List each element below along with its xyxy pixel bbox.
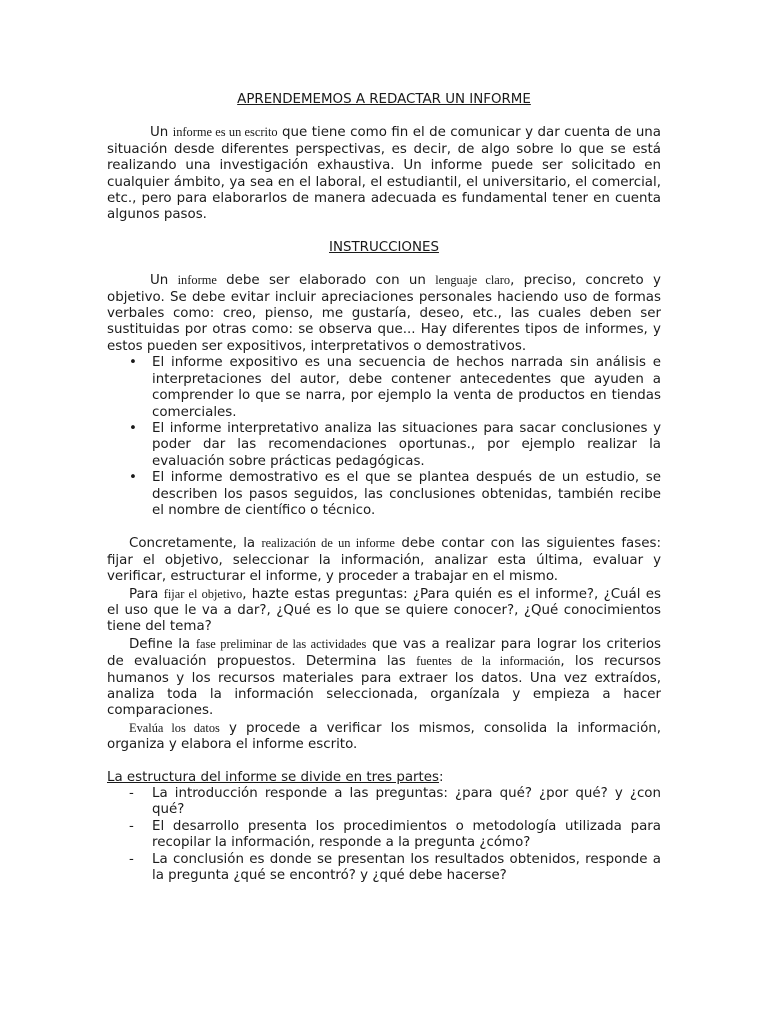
evaluate-paragraph <box>107 720 661 754</box>
objective-text-2: , hazte estas preguntas: ¿Para quién es el informe?, ¿Cuál es el uso que le va a dar?, ¿Qué es lo que se quiere conocer?, ¿Qué conocimientos tiene del tema? <box>107 586 661 635</box>
list-item <box>107 470 661 519</box>
list-item <box>107 421 661 470</box>
list-item <box>107 355 661 421</box>
phases-paragraph <box>107 535 661 585</box>
structure-parts-list <box>107 786 661 884</box>
bullet-icon: • <box>129 355 137 371</box>
evaluate-text: y procede a verificar los mismos, consolida la información, organiza y elabora el informe escrito. <box>107 720 661 753</box>
define-term-2: fuentes de la información <box>416 654 561 669</box>
instr-text-1: Un <box>150 273 169 289</box>
instr-text-3: , preciso, concreto y objetivo. Se debe evitar incluir apreciaciones personales haciendo uso de formas verbales como: creo, pienso, me gustaría, deseo, etc., las cuales deben ser sustituidas por otras como: se observa que... Hay diferentes tipos de informes, y estos pueden ser expositivos, interpretativos o demostrativos. <box>107 273 661 354</box>
intro-paragraph <box>107 124 661 223</box>
phases-text-2: debe contar con las siguientes fases: fijar el objetivo, seleccionar la información, analizar esta última, evaluar y verificar, estructurar el informe, y proceder a trabajar en el mismo. <box>107 536 661 585</box>
document-page <box>107 92 661 884</box>
objective-text-1: Para <box>129 586 159 602</box>
document-title: APRENDEMEMOS A REDACTAR UN INFORME <box>237 92 531 107</box>
instr-term-2: lenguaje claro <box>435 273 511 288</box>
instr-text-2: debe ser elaborado con un <box>226 273 426 289</box>
intro-text-2: que tiene como fin el de comunicar y dar cuenta de una situación desde diferentes perspectivas, es decir, de algo sobre lo que se está realizando una investigación exhaustiva. Un informe puede ser solicitado en cualquier ámbito, ya sea en el laboral, el estudiantil, el universitario, el comercial, etc., pero para elaborarlos de manera adecuada es fundamental tener en cuenta algunos pasos. <box>107 125 661 223</box>
structure-heading-colon: : <box>439 769 444 785</box>
list-item-text: El informe demostrativo es el que se plantea después de un estudio, se describen los pasos seguidos, las conclusiones obtenidas, también recibe el nombre de científico o técnico. <box>152 470 661 518</box>
phases-text-1: Concretamente, la <box>129 536 256 552</box>
intro-text-1: Un <box>150 125 169 141</box>
define-text-3: , los recursos humanos y los recursos materiales para extraer los datos. Una vez extraídos, analiza toda la información seleccionada, organízala y empieza a hacer comparaciones. <box>107 654 661 719</box>
list-item-text: El desarrollo presenta los procedimientos o metodología utilizada para recopilar la información, responde a la pregunta ¿cómo? <box>152 818 661 851</box>
dash-icon: - <box>129 851 134 867</box>
instructions-paragraph <box>107 272 661 355</box>
list-item-text: La conclusión es donde se presentan los resultados obtenidos, responde a la pregunta ¿qué se encontró? y ¿qué debe hacerse? <box>152 851 661 884</box>
instructions-heading: INSTRUCCIONES <box>329 239 439 255</box>
structure-heading <box>107 770 661 786</box>
define-paragraph <box>107 636 661 720</box>
structure-heading-text: La estructura del informe se divide en tres partes <box>107 769 440 785</box>
define-text-1: Define la <box>129 636 191 652</box>
define-term-1: fase preliminar de las actividades <box>195 636 367 651</box>
bullet-icon: • <box>129 420 137 436</box>
phases-term: realización de un informe <box>261 536 395 551</box>
list-item <box>107 786 661 819</box>
list-item <box>107 819 661 852</box>
intro-term: informe es un escrito <box>172 125 278 140</box>
dash-icon: - <box>129 818 134 834</box>
spacer <box>107 754 661 770</box>
objective-paragraph <box>107 586 661 636</box>
instr-term-1: informe <box>177 273 217 288</box>
list-item <box>107 852 661 885</box>
list-item-text: El informe interpretativo analiza las situaciones para sacar conclusiones y poder dar las recomendaciones oportunas., por ejemplo realizar la evaluación sobre prácticas pedagógicas. <box>152 420 661 469</box>
dash-icon: - <box>129 786 134 802</box>
objective-term: fijar el objetivo <box>163 586 243 601</box>
bullet-icon: • <box>129 470 137 486</box>
evaluate-term: Evalúa los datos <box>129 720 220 735</box>
list-item-text: El informe expositivo es una secuencia de hechos narrada sin análisis e interpretaciones del autor, debe contener antecedentes que ayuden a comprender lo que se narra, por ejemplo la venta de productos en tiendas comerciales. <box>152 355 661 420</box>
report-types-list <box>107 355 661 519</box>
define-text-2: que vas a realizar para lograr los criterios de evaluación propuestos. Determina las <box>107 636 661 670</box>
list-item-text: La introducción responde a las preguntas: ¿para qué? ¿por qué? y ¿con qué? <box>152 786 661 818</box>
spacer <box>107 519 661 535</box>
